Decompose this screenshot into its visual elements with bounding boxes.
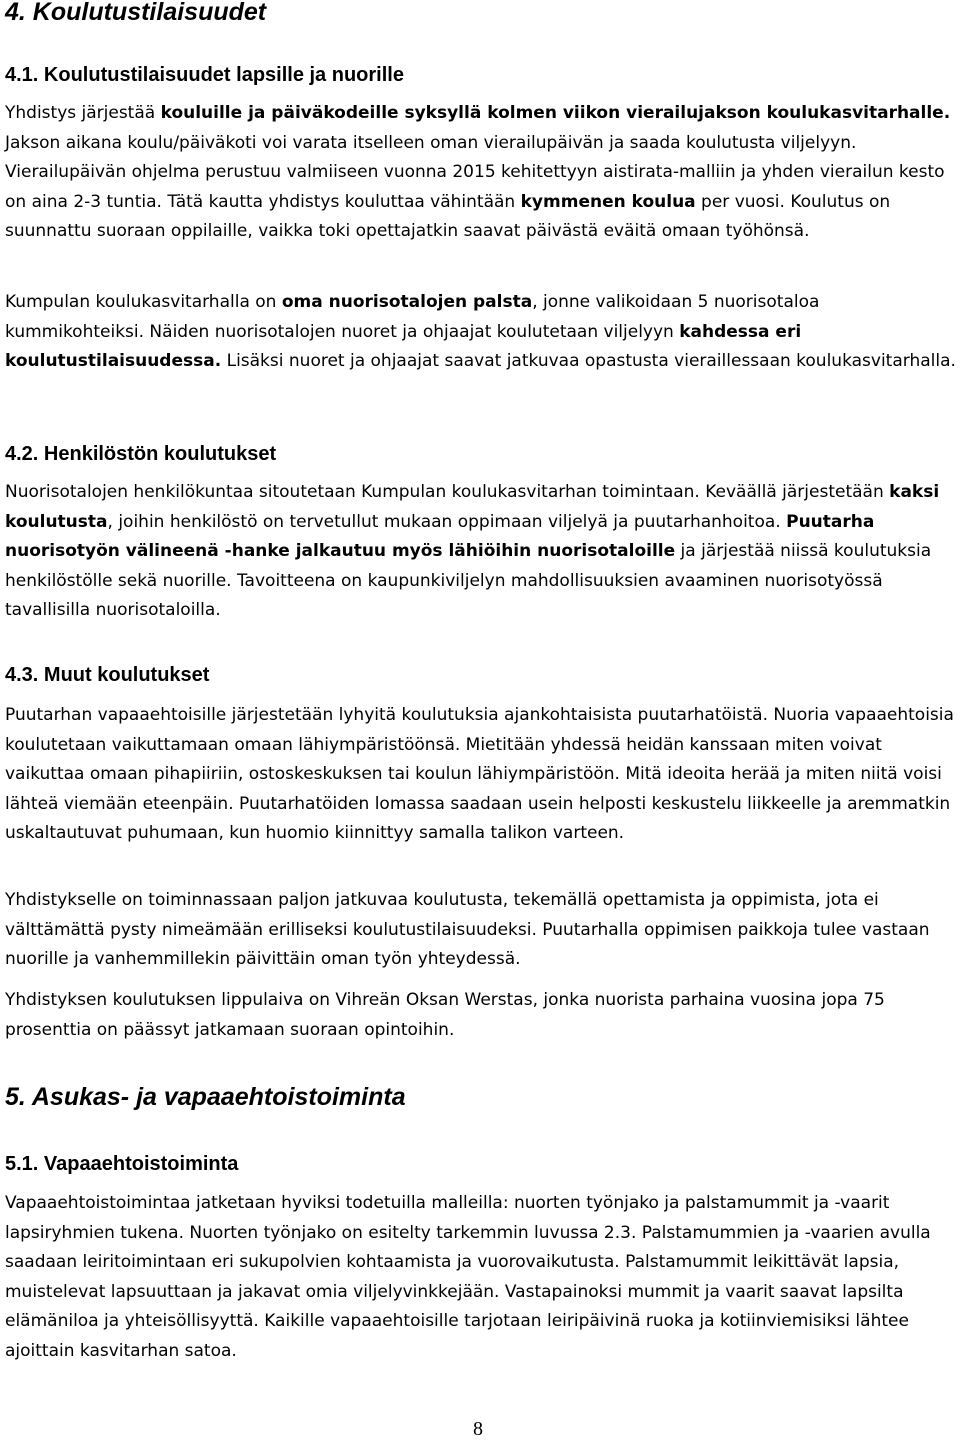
page-number: 8 <box>473 1418 483 1440</box>
heading-5: 5. Asukas- ja vapaaehtoistoiminta <box>5 1083 406 1111</box>
paragraph-4-1-b: Kumpulan koulukasvitarhalla on oma nuorisotalojen palsta, jonne valikoidaan 5 nuorisotaloa kummikohteiksi. Näiden nuorisotalojen nuoret ja ohjaajat koulutetaan viljelyyn kahdessa eri koulutustilaisuudessa. Lisäksi nuoret ja ohjaajat saavat jatkuvaa opastusta vieraillessaan koulukasvitarhalla. <box>5 292 956 372</box>
heading-4-2: 4.2. Henkilöstön koulutukset <box>5 443 277 465</box>
heading-5-1: 5.1. Vapaaehtoistoiminta <box>5 1153 239 1175</box>
paragraph-4-3-a: Puutarhan vapaaehtoisille järjestetään lyhyitä koulutuksia ajankohtaisista puutarhatöistä. Nuoria vapaaehtoisia koulutetaan vaikuttamaan omaan lähiympäristöönsä. Mietitään yhdessä heidän kanssaan miten voivat vaikuttaa omaan pihapiiriin, ostoskeskuksen tai koulun lähiympäristöön. Mitä ideoita herää ja miten niitä voisi lähteä viemään eteenpäin. Puutarhatöiden lomassa saadaan usein helposti keskustelu liikkeelle ja aremmatkin uskaltautuvat puhumaan, kun huomio kiinnittyy samalla talikon varteen. <box>5 705 954 844</box>
paragraph-4-3-b: Yhdistykselle on toiminnassaan paljon jatkuvaa koulutusta, tekemällä opettamista ja oppimista, jota ei välttämättä pysty nimeämään erilliseksi koulutustilaisuudeksi. Puutarhalla oppimisen paikkoja tulee vastaan nuorille ja vanhemmillekin päivittäin oman työn yhteydessä. <box>5 890 930 970</box>
paragraph-5-1: Vapaaehtoistoimintaa jatketaan hyviksi todetuilla malleilla: nuorten työnjako ja palstamummit ja -vaarit lapsiryhmien tukena. Nuorten työnjako on esitelty tarkemmin luvussa 2.3. Palstamummien ja -vaarien avulla saadaan leiritoimintaan eri sukupolvien kohtaamista ja vuorovaikutusta. Palstamummit leikittävät lapsia, muistelevat lapsuuttaan ja jakavat omia viljelyvinkkejään. Vastapainoksi mummit ja vaarit saavat lapsilta elämäniloa ja yhteisöllisyyttä. Kaikille vapaaehtoisille tarjotaan leiripäivinä ruoka ja kotiinviemisiksi lähtee ajoittain kasvitarhan satoa. <box>5 1193 931 1361</box>
heading-4-3: 4.3. Muut koulutukset <box>5 664 210 686</box>
paragraph-4-1-a: Yhdistys järjestää kouluille ja päiväkodeille syksyllä kolmen viikon vierailujakson koulukasvitarhalle. Jakson aikana koulu/päiväkoti voi varata itselleen oman vierailupäivän ja saada koulutusta viljelyyn. Vierailupäivän ohjelma perustuu valmiiseen vuonna 2015 kehitettyyn aistirata-malliin ja yhden vierailun kesto on aina 2-3 tuntia. Tätä kautta yhdistys kouluttaa vähintään kymmenen koulua per vuosi. Koulutus on suunnattu suoraan oppilaille, vaikka toki opettajatkin saavat päivästä eväitä omaan työhönsä. <box>5 103 951 242</box>
paragraph-4-2: Nuorisotalojen henkilökuntaa sitoutetaan Kumpulan koulukasvitarhan toimintaan. Keväällä järjestetään kaksi koulutusta, joihin henkilöstö on tervetullut mukaan oppimaan viljelyä ja puutarhanhoitoa. Puutarha nuorisotyön välineenä -hanke jalkautuu myös lähiöihin nuorisotaloille ja järjestää niissä koulutuksia henkilöstölle sekä nuorille. Tavoitteena on kaupunkiviljelyn mahdollisuuksien avaaminen nuorisotyössä tavallisilla nuorisotaloilla. <box>5 482 940 621</box>
heading-4-1: 4.1. Koulutustilaisuudet lapsille ja nuorille <box>5 64 404 86</box>
heading-4: 4. Koulutustilaisuudet <box>5 0 267 26</box>
paragraph-4-3-c: Yhdistyksen koulutuksen lippulaiva on Vihreän Oksan Werstas, jonka nuorista parhaina vuosina jopa 75 prosenttia on päässyt jatkamaan suoraan opintoihin. <box>5 990 885 1040</box>
